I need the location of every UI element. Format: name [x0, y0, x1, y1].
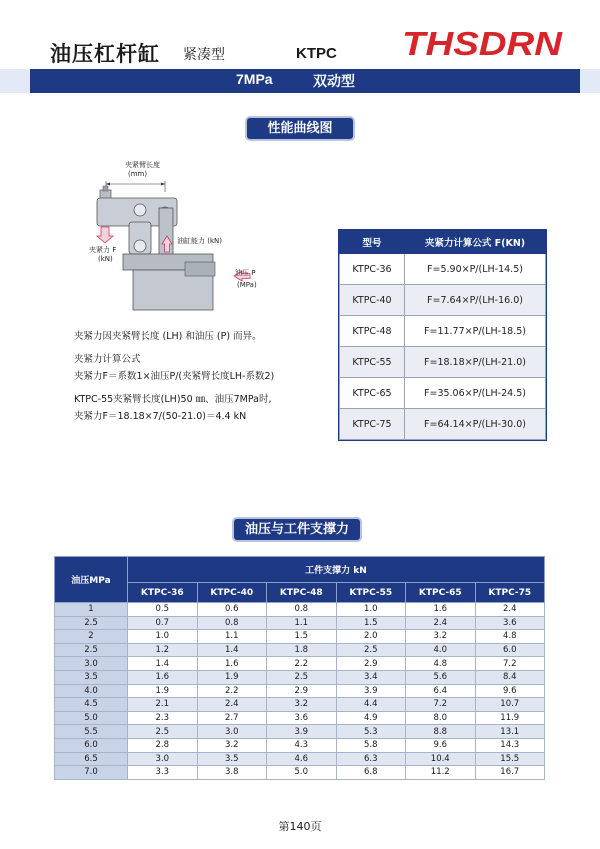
- model-cell: KTPC-65: [340, 378, 405, 409]
- table-row: [340, 409, 546, 440]
- formula-cell: F=35.06×P/(LH-24.5): [405, 378, 546, 409]
- table-row: [55, 603, 545, 617]
- support-force-cell: 3.4: [336, 670, 406, 684]
- clamp-force-label: 夹紧力 F: [89, 246, 117, 254]
- pressure-cell: 6.0: [55, 738, 128, 752]
- formula-cell: F=11.77×P/(LH-18.5): [405, 316, 546, 347]
- header-model: KTPC-65: [406, 583, 476, 603]
- table-row: [340, 316, 546, 347]
- support-force-cell: 3.9: [267, 725, 337, 739]
- model-cell: KTPC-36: [340, 254, 405, 285]
- support-force-cell: 1.6: [406, 603, 476, 617]
- support-force-cell: 4.4: [336, 698, 406, 712]
- support-force-cell: 1.5: [336, 616, 406, 630]
- support-force-cell: 3.0: [128, 752, 198, 766]
- table-row: [55, 630, 545, 644]
- table-row: [340, 285, 546, 316]
- note-line-2: 夹紧力计算公式: [74, 354, 141, 365]
- formula-cell: F=7.64×P/(LH-16.0): [405, 285, 546, 316]
- support-force-cell: 1.0: [128, 630, 198, 644]
- support-force-cell: 3.6: [475, 616, 545, 630]
- support-force-cell: 11.2: [406, 766, 476, 780]
- support-force-cell: 2.2: [197, 684, 267, 698]
- support-force-cell: 1.4: [197, 643, 267, 657]
- cylinder-force-label: 油缸能力 (kN): [177, 237, 222, 245]
- pressure-cell: 2: [55, 630, 128, 644]
- support-force-cell: 2.0: [336, 630, 406, 644]
- formula-cell: F=64.14×P/(LH-30.0): [405, 409, 546, 440]
- support-force-cell: 0.6: [197, 603, 267, 617]
- support-force-cell: 2.4: [406, 616, 476, 630]
- support-force-cell: 15.5: [475, 752, 545, 766]
- support-force-cell: 2.8: [128, 738, 198, 752]
- support-force-cell: 10.7: [475, 698, 545, 712]
- model-name: KTPC: [296, 45, 337, 62]
- support-force-cell: 1.4: [128, 657, 198, 671]
- support-force-cell: 1.9: [197, 670, 267, 684]
- table-row: [55, 616, 545, 630]
- support-force-cell: 2.2: [267, 657, 337, 671]
- support-force-cell: 9.6: [406, 738, 476, 752]
- support-force-cell: 2.7: [197, 711, 267, 725]
- page-title: 油压杠杆缸: [50, 42, 160, 66]
- banner-right-accent: [580, 69, 600, 93]
- model-cell: KTPC-40: [340, 285, 405, 316]
- model-cell: KTPC-75: [340, 409, 405, 440]
- support-force-cell: 2.5: [128, 725, 198, 739]
- pressure-cell: 7.0: [55, 766, 128, 780]
- support-force-cell: 6.3: [336, 752, 406, 766]
- table-row: [55, 725, 545, 739]
- support-force-cell: 1.6: [197, 657, 267, 671]
- banner-left-accent: [0, 69, 30, 93]
- support-force-cell: 6.0: [475, 643, 545, 657]
- header-formula: 夹紧力计算公式 F(KN): [405, 231, 546, 254]
- brand-logo-text: THSDRN: [402, 28, 564, 58]
- clamp-force-arrow-icon: [97, 227, 113, 243]
- table-row: [55, 766, 545, 780]
- page-subtitle: 紧凑型: [183, 47, 225, 63]
- support-force-cell: 13.1: [475, 725, 545, 739]
- support-force-cell: 4.8: [475, 630, 545, 644]
- support-force-cell: 1.0: [336, 603, 406, 617]
- support-force-cell: 11.9: [475, 711, 545, 725]
- support-force-cell: 1.9: [128, 684, 198, 698]
- note-line-5: 夹紧力F＝18.18×7/(50-21.0)＝4.4 kN: [74, 411, 247, 422]
- support-force-cell: 6.4: [406, 684, 476, 698]
- support-force-cell: 16.7: [475, 766, 545, 780]
- note-line-1: 夹紧力因夹紧臂长度 (LH) 和油压 (P) 而异。: [74, 331, 262, 342]
- support-force-cell: 2.9: [336, 657, 406, 671]
- support-force-table: [54, 556, 545, 780]
- header-support-force: 工件支撑力 kN: [128, 557, 545, 583]
- support-force-cell: 1.1: [267, 616, 337, 630]
- support-force-cell: 2.9: [267, 684, 337, 698]
- support-force-cell: 1.2: [128, 643, 198, 657]
- support-force-cell: 9.6: [475, 684, 545, 698]
- support-force-cell: 3.3: [128, 766, 198, 780]
- support-force-cell: 0.8: [267, 603, 337, 617]
- table-row: [340, 347, 546, 378]
- pressure-cell: 4.5: [55, 698, 128, 712]
- pressure-cell: 4.0: [55, 684, 128, 698]
- support-force-cell: 3.8: [197, 766, 267, 780]
- support-force-cell: 3.2: [197, 738, 267, 752]
- support-force-cell: 2.4: [475, 603, 545, 617]
- table-row: [55, 711, 545, 725]
- header-model: KTPC-55: [336, 583, 406, 603]
- table-row: [55, 698, 545, 712]
- lever-clamp-diagram: [85, 150, 285, 330]
- table-row: [55, 752, 545, 766]
- table-row: [55, 684, 545, 698]
- support-force-cell: 1.1: [197, 630, 267, 644]
- header-model: KTPC-75: [475, 583, 545, 603]
- support-force-cell: 3.2: [406, 630, 476, 644]
- table-row: [340, 378, 546, 409]
- support-force-cell: 1.5: [267, 630, 337, 644]
- support-force-cell: 5.3: [336, 725, 406, 739]
- section-title-performance: 性能曲线图: [247, 118, 353, 139]
- pressure-cell: 5.5: [55, 725, 128, 739]
- pressure-label: 油压 P: [235, 269, 256, 277]
- support-force-cell: 3.5: [197, 752, 267, 766]
- support-force-cell: 2.3: [128, 711, 198, 725]
- page-number: 第140页: [278, 820, 322, 833]
- table-row: [55, 643, 545, 657]
- arm-length-unit: (mm): [128, 170, 148, 178]
- support-force-cell: 1.8: [267, 643, 337, 657]
- support-force-cell: 10.4: [406, 752, 476, 766]
- header-pressure: 油压MPa: [55, 557, 128, 603]
- pressure-cell: 3.5: [55, 670, 128, 684]
- support-force-cell: 2.4: [197, 698, 267, 712]
- header-model: KTPC-48: [267, 583, 337, 603]
- support-force-cell: 4.0: [406, 643, 476, 657]
- support-force-cell: 0.7: [128, 616, 198, 630]
- brand-logo: [402, 28, 564, 58]
- support-force-cell: 14.3: [475, 738, 545, 752]
- pressure-cell: 2.5: [55, 616, 128, 630]
- support-force-cell: 4.9: [336, 711, 406, 725]
- support-force-cell: 2.5: [267, 670, 337, 684]
- header-model: 型号: [340, 231, 405, 254]
- table-row: [55, 657, 545, 671]
- support-force-cell: 3.0: [197, 725, 267, 739]
- support-force-cell: 0.5: [128, 603, 198, 617]
- pressure-cell: 2.5: [55, 643, 128, 657]
- header-model: KTPC-40: [197, 583, 267, 603]
- support-force-cell: 6.8: [336, 766, 406, 780]
- note-line-3: 夹紧力F＝系数1×油压P/(夹紧臂长度LH-系数2): [74, 371, 275, 382]
- note-line-4: KTPC-55夹紧臂长度(LH)50 ㎜、油压7MPa时,: [74, 394, 272, 405]
- formula-cell: F=5.90×P/(LH-14.5): [405, 254, 546, 285]
- arm-length-label: 夹紧臂长度: [125, 161, 160, 169]
- pressure-unit: (MPa): [237, 281, 257, 289]
- support-force-cell: 4.8: [406, 657, 476, 671]
- support-force-cell: 5.0: [267, 766, 337, 780]
- section-title-support-force: 油压与工件支撑力: [234, 519, 360, 540]
- formula-cell: F=18.18×P/(LH-21.0): [405, 347, 546, 378]
- header-banner: [0, 69, 600, 93]
- model-cell: KTPC-55: [340, 347, 405, 378]
- pressure-cell: 1: [55, 603, 128, 617]
- support-force-cell: 7.2: [406, 698, 476, 712]
- support-force-cell: 3.9: [336, 684, 406, 698]
- table-row: [55, 738, 545, 752]
- header-model: KTPC-36: [128, 583, 198, 603]
- support-force-cell: 0.8: [197, 616, 267, 630]
- pressure-cell: 3.0: [55, 657, 128, 671]
- support-force-cell: 4.6: [267, 752, 337, 766]
- banner-action-type: 双动型: [313, 74, 355, 90]
- support-force-cell: 5.6: [406, 670, 476, 684]
- support-force-cell: 8.0: [406, 711, 476, 725]
- support-force-cell: 3.6: [267, 711, 337, 725]
- table-row: [340, 254, 546, 285]
- support-force-cell: 2.1: [128, 698, 198, 712]
- support-force-cell: 8.8: [406, 725, 476, 739]
- clamp-force-unit: (kN): [98, 255, 113, 263]
- support-force-cell: 4.3: [267, 738, 337, 752]
- model-cell: KTPC-48: [340, 316, 405, 347]
- support-force-cell: 8.4: [475, 670, 545, 684]
- support-force-cell: 2.5: [336, 643, 406, 657]
- pressure-cell: 6.5: [55, 752, 128, 766]
- support-force-cell: 5.8: [336, 738, 406, 752]
- clamp-force-formula-table: [339, 230, 546, 440]
- support-force-cell: 1.6: [128, 670, 198, 684]
- pressure-cell: 5.0: [55, 711, 128, 725]
- support-force-cell: 7.2: [475, 657, 545, 671]
- table-row: [55, 670, 545, 684]
- support-force-cell: 3.2: [267, 698, 337, 712]
- banner-pressure: 7MPa: [236, 71, 273, 87]
